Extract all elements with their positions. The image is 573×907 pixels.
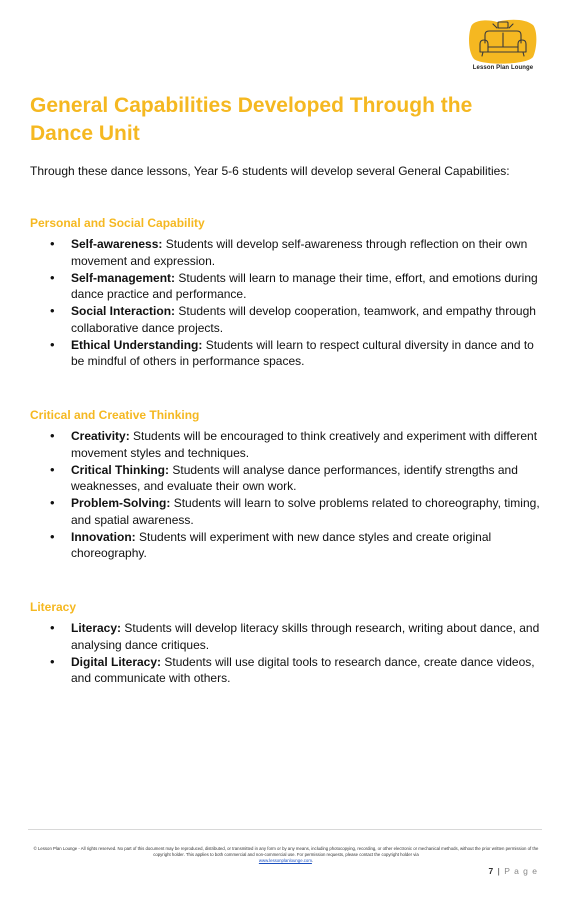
capability-list xyxy=(30,236,545,370)
section-heading: Critical and Creative Thinking xyxy=(30,408,200,422)
footer-copyright xyxy=(30,846,542,864)
section-heading: Literacy xyxy=(30,600,77,614)
item-text: Students will learn to manage their time, effort, and emotions during dance practice and performance. xyxy=(71,270,538,301)
item-term: Literacy: xyxy=(71,621,122,635)
item-term: Creativity: xyxy=(71,429,130,443)
item-text: Students will develop self-awareness through reflection on their own movement and expression. xyxy=(71,237,528,268)
page-word: P a g e xyxy=(504,866,538,876)
list-item xyxy=(30,462,545,495)
section-personal-social-capability xyxy=(30,215,545,368)
capability-list xyxy=(30,620,545,687)
logo-text: Lesson Plan Lounge xyxy=(472,65,534,71)
item-term: Self-awareness: xyxy=(71,237,163,251)
link-suffix: . xyxy=(311,858,314,863)
intro-paragraph: Through these dance lessons, Year 5-6 students will develop several General Capabilities: xyxy=(30,164,510,178)
section-literacy xyxy=(30,599,545,685)
item-term: Problem-Solving: xyxy=(71,496,171,510)
sofa-logo-icon xyxy=(467,19,539,65)
item-text: Students will learn to respect cultural diversity in dance and to be mindful of others in performance spaces. xyxy=(71,337,534,368)
list-item xyxy=(30,428,545,461)
item-text: Students will develop cooperation, teamwork, and empathy through collaborative dance projects. xyxy=(71,304,536,335)
item-term: Social Interaction: xyxy=(71,304,176,318)
item-text: Students will develop literacy skills through research, writing about dance, and analysing dance critiques. xyxy=(71,621,540,652)
page-separator: | xyxy=(497,866,501,876)
capability-list xyxy=(30,428,545,562)
item-term: Self-management: xyxy=(71,270,176,285)
bullet-icon: • xyxy=(50,303,55,318)
section-critical-creative-thinking xyxy=(30,407,545,560)
bullet-icon: • xyxy=(50,495,55,510)
page-title: General Capabilities Developed Through the Dance Unit xyxy=(30,94,473,145)
bullet-icon: • xyxy=(50,620,55,635)
list-item xyxy=(30,654,545,687)
bullet-icon: • xyxy=(50,269,55,285)
website-link[interactable]: www.lessonplanlounge.com xyxy=(258,858,312,863)
list-item xyxy=(30,337,545,370)
bullet-icon: • xyxy=(50,236,55,251)
bullet-icon: • xyxy=(50,461,55,477)
item-text: Students will experiment with new dance styles and create original choreography. xyxy=(71,529,492,560)
bullet-icon: • xyxy=(50,336,55,352)
list-item xyxy=(30,270,545,303)
bullet-icon: • xyxy=(50,528,55,544)
item-term: Innovation: xyxy=(71,529,136,544)
bullet-icon: • xyxy=(50,428,55,443)
bullet-icon: • xyxy=(50,653,55,669)
list-item xyxy=(30,529,545,562)
item-text: Students will learn to solve problems related to choreography, timing, and spatial awareness. xyxy=(71,496,540,527)
item-text: Students will analyse dance performances, identify strengths and weaknesses, and evaluate their own work. xyxy=(71,462,518,493)
copyright-text: © Lesson Plan Lounge - All rights reserved. No part of this document may be reproduced, distributed, or transmitted in any form or by any means, including photocopying, recording, or other electronic or mechanical methods, without the prior written permission of the copyright holder. This applies to both commercial and non-commercial use. For permission requests, please contact the copyright holder via xyxy=(33,846,539,857)
item-term: Digital Literacy: xyxy=(71,654,162,669)
page-number xyxy=(489,866,539,876)
item-term: Critical Thinking: xyxy=(71,462,170,477)
list-item xyxy=(30,495,545,528)
list-item xyxy=(30,620,545,653)
item-term: Ethical Understanding: xyxy=(71,337,203,352)
list-item xyxy=(30,236,545,269)
list-item xyxy=(30,303,545,336)
brand-logo xyxy=(467,19,539,77)
item-text: Students will be encouraged to think creatively and experiment with different movement styles and techniques. xyxy=(71,429,538,460)
page-number-value: 7 xyxy=(488,866,495,876)
item-text: Students will use digital tools to research dance, create dance videos, and communicate with others. xyxy=(71,654,535,685)
section-heading: Personal and Social Capability xyxy=(30,216,205,230)
footer-divider xyxy=(28,829,542,830)
